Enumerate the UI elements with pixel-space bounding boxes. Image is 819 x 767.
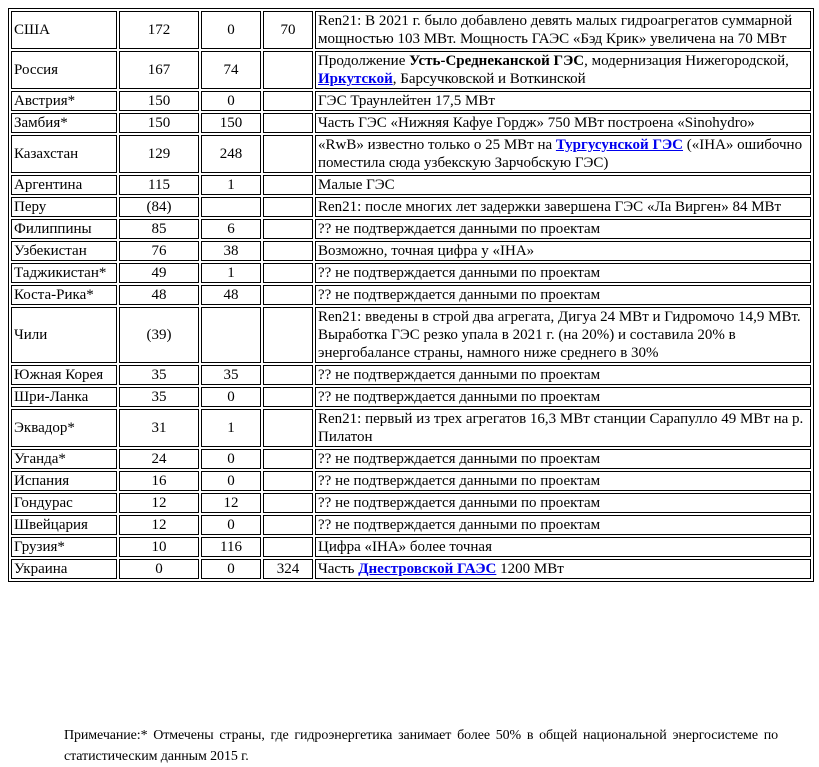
value-cell-1: 24 [119,449,199,469]
table-row [11,307,811,363]
note-cell [315,135,811,173]
country-cell: Украина [11,559,117,579]
note-cell [315,387,811,407]
value-cell-1: 49 [119,263,199,283]
note-text: ГЭС Траунлейтен 17,5 МВт [318,93,495,109]
value-cell-1: 167 [119,51,199,89]
value-cell-2 [201,307,261,363]
table-row [11,11,811,49]
country-cell: Узбекистан [11,241,117,261]
footnote: Примечание:* Отмечены страны, где гидроэнергетика занимает более 50% в общей национальной энергосистеме по статистическим данным 2015 г. [64,728,778,764]
value-cell-2: 74 [201,51,261,89]
table-row [11,515,811,535]
value-cell-1: 48 [119,285,199,305]
note-cell [315,409,811,447]
value-cell-2: 6 [201,219,261,239]
value-cell-3: 324 [263,559,313,579]
note-cell [315,449,811,469]
note-text: Продолжение [318,53,410,69]
note-cell [315,285,811,305]
value-cell-1: 0 [119,559,199,579]
note-cell [315,493,811,513]
table-row [11,113,811,133]
note-text: Ren21: В 2021 г. было добавлено девять малых гидроагрегатов суммарной мощностью 103 МВт. Мощность ГАЭС «Бэд Крик» увеличена на 70 МВт [318,13,793,47]
country-cell: Россия [11,51,117,89]
country-cell: Шри-Ланка [11,387,117,407]
note-text: Ren21: введены в строй два агрегата, Дигуа 24 МВт и Гидромочо 14,9 МВт. Выработка ГЭС резко упала в 2021 г. (на 20%) и составила 20% в энергобалансе страны, намного ниже среднего в 30% [318,309,801,361]
value-cell-3 [263,471,313,491]
note-text: ?? не подтверждается данными по проектам [318,473,601,489]
value-cell-3 [263,197,313,217]
table-row [11,51,811,89]
table-row [11,471,811,491]
value-cell-1: 12 [119,493,199,513]
value-cell-1: 150 [119,113,199,133]
value-cell-2: 0 [201,471,261,491]
note-text: ?? не подтверждается данными по проектам [318,367,601,383]
note-text: ?? не подтверждается данными по проектам [318,517,601,533]
note-cell [315,515,811,535]
note-cell [315,91,811,111]
value-cell-3 [263,387,313,407]
value-cell-2: 35 [201,365,261,385]
value-cell-1: (84) [119,197,199,217]
value-cell-1: 76 [119,241,199,261]
value-cell-3 [263,493,313,513]
country-cell: Аргентина [11,175,117,195]
country-cell: Испания [11,471,117,491]
note-text: ?? не подтверждается данными по проектам [318,265,601,281]
note-text: ?? не подтверждается данными по проектам [318,389,601,405]
table-row [11,449,811,469]
note-cell [315,197,811,217]
country-cell: Швейцария [11,515,117,535]
value-cell-3 [263,307,313,363]
value-cell-2: 0 [201,559,261,579]
value-cell-3 [263,285,313,305]
note-cell [315,219,811,239]
note-text: Возможно, точная цифра у «IHA» [318,243,535,259]
country-cell: Филиппины [11,219,117,239]
note-cell [315,471,811,491]
value-cell-3 [263,263,313,283]
bold-text: Усть-Среднеканской ГЭС [409,53,585,69]
value-cell-2: 38 [201,241,261,261]
value-cell-3 [263,51,313,89]
value-cell-2: 116 [201,537,261,557]
value-cell-2: 0 [201,387,261,407]
value-cell-3 [263,409,313,447]
value-cell-1: 150 [119,91,199,111]
country-cell: Австрия* [11,91,117,111]
table-row [11,263,811,283]
country-cell: Южная Корея [11,365,117,385]
table-row [11,493,811,513]
note-text: ?? не подтверждается данными по проектам [318,451,601,467]
table-row [11,219,811,239]
value-cell-2: 248 [201,135,261,173]
value-cell-1: 16 [119,471,199,491]
value-cell-3 [263,365,313,385]
value-cell-2 [201,197,261,217]
value-cell-1: 31 [119,409,199,447]
note-text: , модернизация Нижегородской, [584,53,789,69]
hydro-plant-link[interactable]: Тургусунской ГЭС [555,137,684,153]
value-cell-3 [263,449,313,469]
country-cell: Таджикистан* [11,263,117,283]
note-text: 1200 МВт [496,561,564,577]
note-cell [315,537,811,557]
value-cell-1: 172 [119,11,199,49]
hydro-capacity-table [8,8,814,582]
table-row [11,91,811,111]
note-text: ?? не подтверждается данными по проектам [318,495,601,511]
note-text: ?? не подтверждается данными по проектам [318,221,601,237]
country-cell: Казахстан [11,135,117,173]
country-cell: Гондурас [11,493,117,513]
value-cell-1: 35 [119,365,199,385]
table-row [11,559,811,579]
note-cell [315,307,811,363]
note-text: Ren21: первый из трех агрегатов 16,3 МВт станции Сарапулло 49 МВт на р. Пилатон [318,411,804,445]
value-cell-1: 115 [119,175,199,195]
table-row [11,409,811,447]
value-cell-3 [263,241,313,261]
value-cell-1: (39) [119,307,199,363]
note-cell [315,365,811,385]
value-cell-2: 150 [201,113,261,133]
value-cell-3 [263,219,313,239]
value-cell-2: 1 [201,409,261,447]
country-cell: Перу [11,197,117,217]
note-text: Ren21: после многих лет задержки завершена ГЭС «Ла Вирген» 84 МВт [318,199,782,215]
value-cell-1: 10 [119,537,199,557]
note-cell [315,51,811,89]
note-cell [315,175,811,195]
value-cell-2: 1 [201,175,261,195]
table-row [11,387,811,407]
table-row [11,365,811,385]
value-cell-2: 0 [201,11,261,49]
note-text: «RwB» известно только о 25 МВт на [318,137,556,153]
value-cell-3 [263,537,313,557]
table-row [11,285,811,305]
value-cell-2: 0 [201,515,261,535]
table-row [11,241,811,261]
country-cell: Коста-Рика* [11,285,117,305]
note-cell [315,113,811,133]
note-text: («IHA» ошибочно поместила сюда узбекскую Зарчобскую ГЭС) [318,137,803,171]
table-row [11,197,811,217]
value-cell-2: 0 [201,449,261,469]
note-text: , Барсучковской и Воткинской [392,71,586,87]
table-body [11,11,811,579]
value-cell-3: 70 [263,11,313,49]
country-cell: Замбия* [11,113,117,133]
note-text: Малые ГЭС [318,177,395,193]
value-cell-1: 35 [119,387,199,407]
value-cell-1: 12 [119,515,199,535]
note-text: Часть ГЭС «Нижняя Кафуе Гордж» 750 МВт построена «Sinohydro» [318,115,755,131]
value-cell-1: 129 [119,135,199,173]
value-cell-3 [263,515,313,535]
value-cell-3 [263,113,313,133]
note-text: ?? не подтверждается данными по проектам [318,287,601,303]
country-cell: США [11,11,117,49]
value-cell-3 [263,135,313,173]
note-text: Цифра «IHA» более точная [318,539,492,555]
table-row [11,175,811,195]
note-cell [315,263,811,283]
hydro-plant-link[interactable]: Днестровской ГАЭС [358,561,497,577]
country-cell: Уганда* [11,449,117,469]
table-row [11,135,811,173]
note-cell [315,11,811,49]
value-cell-3 [263,175,313,195]
value-cell-2: 12 [201,493,261,513]
country-cell: Эквадор* [11,409,117,447]
note-cell [315,241,811,261]
value-cell-2: 1 [201,263,261,283]
value-cell-3 [263,91,313,111]
value-cell-2: 0 [201,91,261,111]
table-row [11,537,811,557]
country-cell: Грузия* [11,537,117,557]
value-cell-1: 85 [119,219,199,239]
hydro-plant-link[interactable]: Иркутской [318,71,393,87]
country-cell: Чили [11,307,117,363]
value-cell-2: 48 [201,285,261,305]
note-cell [315,559,811,579]
note-text: Часть [318,561,359,577]
